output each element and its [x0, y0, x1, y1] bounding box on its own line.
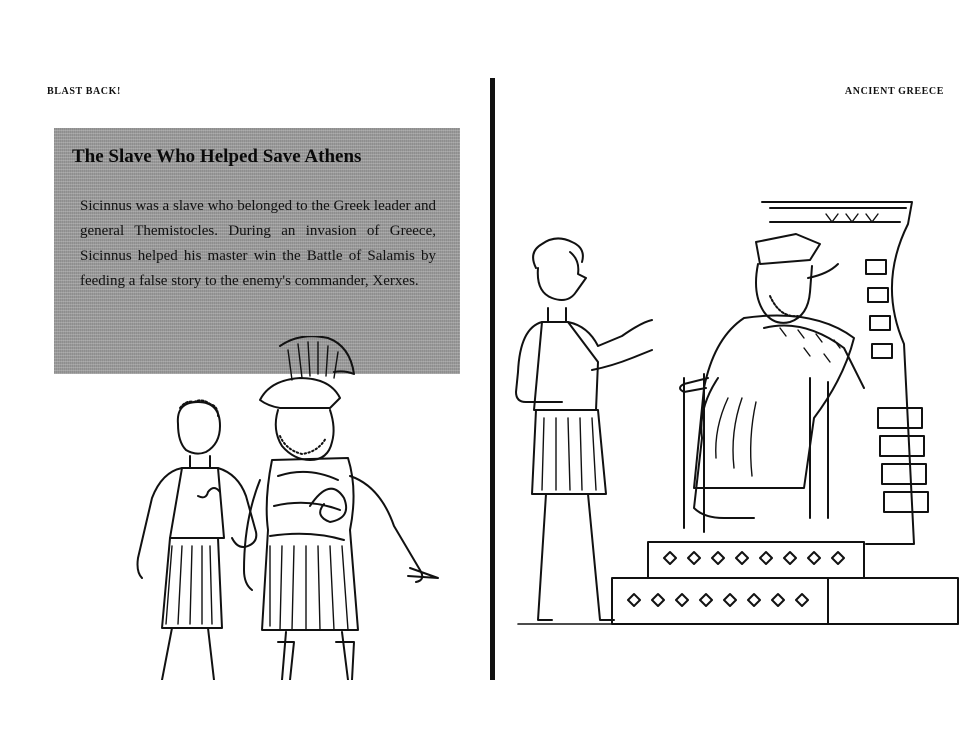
sidebar-title: The Slave Who Helped Save Athens — [72, 146, 362, 167]
running-head-right: ANCIENT GREECE — [844, 86, 944, 97]
right-page — [498, 0, 978, 756]
illustration-slave-and-general — [110, 336, 450, 680]
illustration-sicinnus-and-xerxes — [508, 198, 968, 638]
running-head-left: BLAST BACK! — [47, 86, 121, 97]
sidebar-body: Sicinnus was a slave who belonged to the Greek leader and general Themistocles. During an invasion of Greece, Sicinnus helped his master win the Battle of Salamis by feeding a false story to the enemy's commander, Xerxes. — [80, 198, 436, 289]
gutter-divider — [490, 78, 495, 680]
